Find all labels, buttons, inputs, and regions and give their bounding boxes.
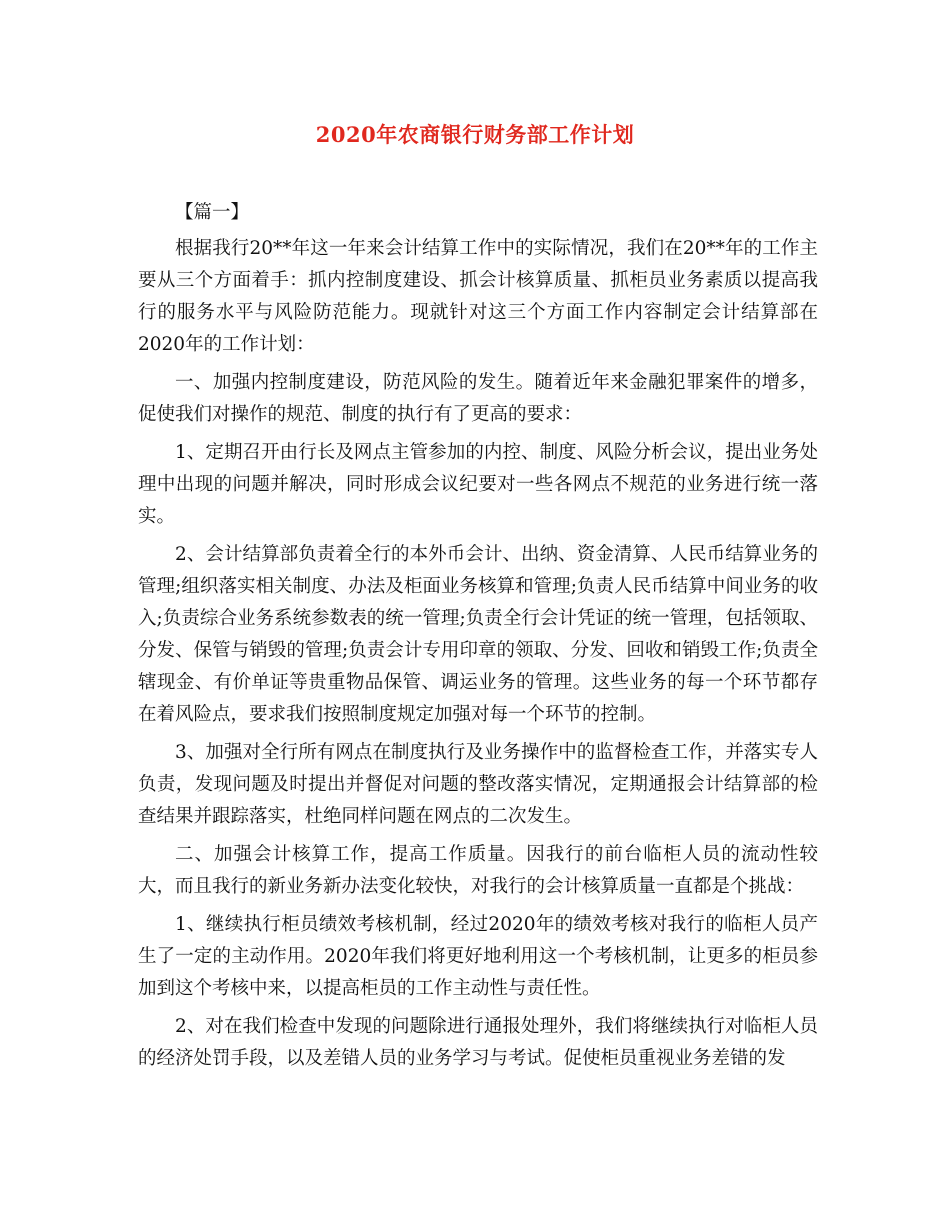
paragraph-item-1: 1、定期召开由行长及网点主管参加的内控、制度、风险分析会议，提出业务处理中出现的问题并解决，同时形成会议纪要对一些各网点不规范的业务进行统一落实。 xyxy=(138,442,818,527)
paragraph-intro: 根据我行20**年这一年来会计结算工作中的实际情况，我们在20**年的工作主要从三个方面着手：抓内控制度建设、抓会计核算质量、抓柜员业务素质以提高我行的服务水平与风险防范能力。现就针对这三个方面工作内容制定会计结算部在2020年的工作计划： xyxy=(138,238,818,355)
paragraph-item-2b: 2、对在我们检查中发现的问题除进行通报处理外，我们将继续执行对临柜人员的经济处罚手段，以及差错人员的业务学习与考试。促使柜员重视业务差错的发 xyxy=(138,1016,818,1069)
paragraph-item-1b: 1、继续执行柜员绩效考核机制，经过2020年的绩效考核对我行的临柜人员产生了一定的主动作用。2020年我们将更好地利用这一个考核机制，让更多的柜员参加到这个考核中来，以提高柜员的工作主动性与责任性。 xyxy=(138,914,818,999)
document-title: 2020年农商银行财务部工作计划 xyxy=(315,122,635,147)
paragraph-item-3: 3、加强对全行所有网点在制度执行及业务操作中的监督检查工作，并落实专人负责，发现问题及时提出并督促对问题的整改落实情况，定期通报会计结算部的检查结果并跟踪落实，杜绝同样问题在网点的二次发生。 xyxy=(138,742,818,827)
paragraph-item-2: 2、会计结算部负责着全行的本外币会计、出纳、资金清算、人民币结算业务的管理;组织落实相关制度、办法及柜面业务核算和管理;负责人民币结算中间业务的收入;负责综合业务系统参数表的统一管理;负责全行会计凭证的统一管理，包括领取、分发、保管与销毁的管理;负责会计专用印章的领取、分发、回收和销毁工作;负责全辖现金、有价单证等贵重物品保管、调运业务的管理。这些业务的每一个环节都存在着风险点，要求我们按照制度规定加强对每一个环节的控制。 xyxy=(138,544,818,725)
paragraph-section-one-heading: 一、加强内控制度建设，防范风险的发生。随着近年来金融犯罪案件的增多，促使我们对操作的规范、制度的执行有了更高的要求： xyxy=(138,372,818,425)
document-body xyxy=(138,197,818,1081)
section-label: 【篇一】 xyxy=(175,202,250,223)
paragraph-section-two-heading: 二、加强会计核算工作，提高工作质量。因我行的前台临柜人员的流动性较大，而且我行的新业务新办法变化较快，对我行的会计核算质量一直都是个挑战： xyxy=(138,844,818,897)
